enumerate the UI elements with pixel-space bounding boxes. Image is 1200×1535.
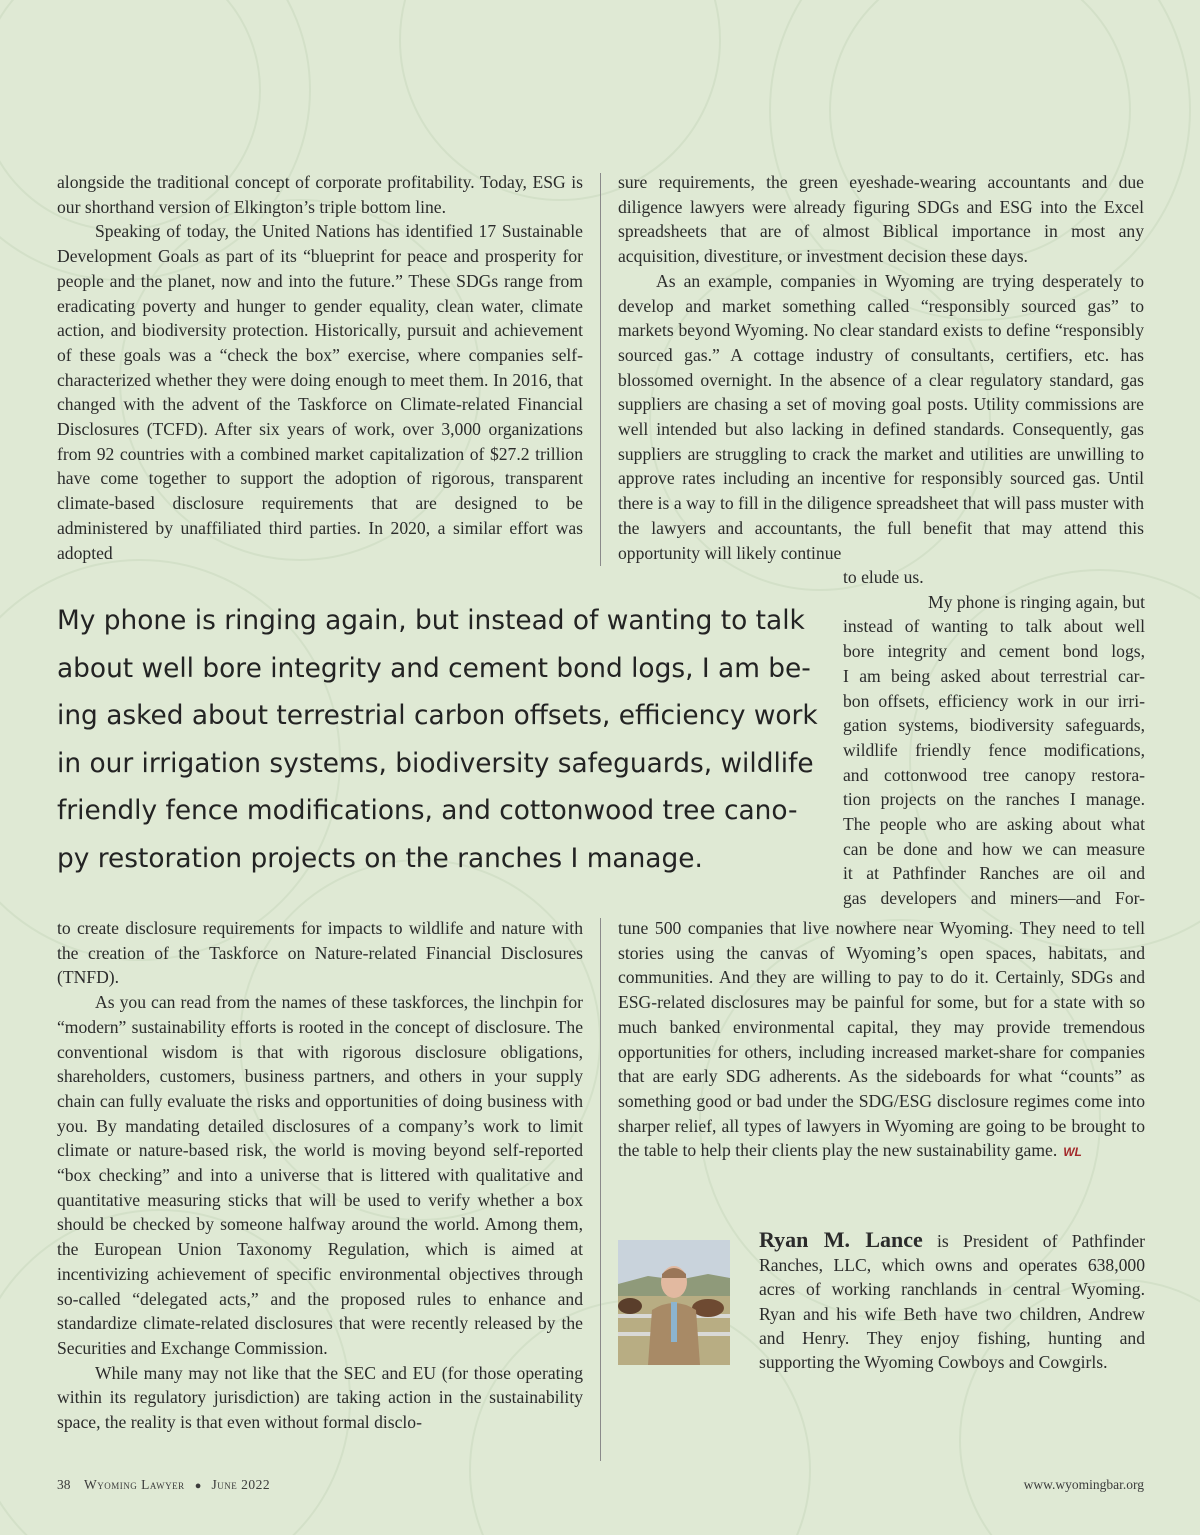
text-line: tion projects on the ranches I manage.	[843, 789, 1145, 810]
paragraph: alongside the traditional concept of corporate profitability. Today, ESG is our shorthand version of Elkington’s triple bottom line.	[57, 172, 583, 217]
author-name: Ryan M. Lance	[759, 1227, 923, 1252]
page-number: 38	[57, 1477, 71, 1492]
end-mark: WL	[1063, 1145, 1082, 1160]
pull-quote-line: My phone is ringing again, but instead of wanting to talk	[57, 605, 805, 636]
pull-quote-line: in our irrigation systems, biodiversity safeguards, wildlife	[57, 747, 814, 779]
bio-text: is President of Pathfinder Ranches, LLC, which owns and operates 638,000 acres of working ranchlands in central Wyoming. Ryan and his wife Beth have two children, Andrew and Henry. They enjoy fishing, hunting and supporting the Wyoming Cowboys and Cowgirls.	[759, 1231, 1145, 1373]
footer-left	[57, 1477, 270, 1493]
pull-quote-line: ing asked about terrestrial carbon offsets, efficiency work	[57, 700, 818, 731]
text-line: The people who are asking about what	[843, 814, 1145, 835]
text-line: gation systems, biodiversity safeguards,	[843, 715, 1145, 736]
column-2-top	[618, 170, 1144, 565]
text-line: I am being asked about terrestrial car-	[843, 665, 1145, 686]
paragraph: to create disclosure requirements for impacts to wildlife and nature with the creation of the Taskforce on Nature-related Financial Disclosures (TNFD).	[57, 918, 583, 988]
column-divider-top	[600, 173, 601, 566]
text-line: to elude us.	[843, 567, 924, 587]
text-line: bon offsets, efficiency work in our irri-	[843, 690, 1145, 711]
paragraph	[618, 916, 1145, 1165]
author-photo	[618, 1240, 730, 1365]
column-1-top	[57, 170, 583, 565]
column-2-bottom	[618, 916, 1145, 1165]
bullet-separator: ●	[194, 1480, 202, 1492]
paragraph: As you can read from the names of these taskforces, the linchpin for “modern” sustainability efforts is rooted in the concept of disclosure. The conventional wisdom is that with rigorous disclosure obligations, shareholders, customers, business partners, and others in your supply chain can fully evaluate the risks and opportunities of doing business with you. By mandating detailed disclosures of a company’s work to limit climate or nature-based risk, the world is moving beyond self-reported “box checking” and into a universe that is littered with qualitative and quantitative measuring sticks that will be used to verify whether a box should be checked by someone halfway around the world. Among them, the European Union Taxonomy Regulation, which is aimed at incentivizing achievement of specific environmental objectives through so-called “delegated acts,” and the proposed rules to enhance and standardize climate-related disclosures that were recently released by the Securities and Exchange Commission.	[57, 992, 583, 1358]
pull-quote-line: about well bore integrity and cement bond logs, I am be-	[57, 652, 811, 684]
issue-date: June 2022	[211, 1477, 271, 1492]
paragraph: sure requirements, the green eyeshade-wearing accountants and due diligence lawyers were already figuring SDGs and ESG into the Excel spreadsheets that are of almost Biblical importance in most any acquisition, divestiture, or investment decision these days.	[618, 172, 1144, 267]
text-line: it at Pathfinder Ranches are oil and	[843, 863, 1145, 884]
column-2-wrap	[843, 565, 1145, 911]
author-bio	[759, 1228, 1145, 1374]
text-line: My phone is ringing again, but	[928, 591, 1145, 612]
text-line: can be done and how we can measure	[843, 838, 1145, 859]
paragraph: While many may not like that the SEC and EU (for those operating within its regulatory jurisdiction) are taking action in the sustainability space, the reality is that even without formal disclo-	[57, 1362, 583, 1433]
magazine-title: Wyoming Lawyer	[84, 1477, 185, 1492]
pull-quote-line: py restoration projects on the ranches I manage.	[57, 842, 703, 874]
text-line: wildlife friendly fence modifications,	[843, 739, 1145, 760]
text-line: instead of wanting to talk about well	[843, 616, 1145, 637]
paragraph: Speaking of today, the United Nations has identified 17 Sustainable Development Goals as part of its “blueprint for peace and prosperity for people and the planet, now and into the future.” These SDGs range from eradicating poverty and hunger to gender equality, clean water, climate action, and biodiversity protection. Historically, pursuit and achievement of these goals was a “check the box” exercise, where companies self-characterized whether they were doing enough to meet them. In 2016, that changed with the advent of the Taskforce on Climate-related Financial Disclosures (TCFD). After six years of work, over 3,000 organizations from 92 countries with a combined market capitalization of $27.2 trillion have come together to support the adoption of rigorous, transparent climate-based disclosure requirements that are designed to be administered by unaffiliated third parties. In 2020, a similar effort was adopted	[57, 221, 583, 563]
bio-paragraph	[759, 1228, 1145, 1374]
column-1-bottom	[57, 916, 583, 1435]
text-line: bore integrity and cement bond logs,	[843, 641, 1145, 662]
pull-quote-line: friendly fence modifications, and cottonwood tree cano-	[57, 795, 798, 826]
column-divider-bottom	[600, 918, 601, 1461]
pull-quote	[57, 597, 825, 882]
text-line: gas developers and miners—and For-	[843, 888, 1145, 909]
paragraph-text: tune 500 companies that live nowhere near Wyoming. They need to tell stories using the canvas of Wyoming’s open spaces, habitats, and communities. And they are willing to pay to do it. Certainly, SDGs and ESG-related disclosures may be painful for some, but for a state with so much banked environmental capital, they may provide tremendous opportunities for others, including increased market-share for companies that are early SDG adherents. As the sideboards for what “counts” as something good or bad under the SDG/ESG disclosure regimes come into sharper relief, all types of lawyers in Wyoming are going to be brought to the table to help their clients play the new sustainability game.	[618, 918, 1145, 1161]
text-line: and cottonwood tree canopy restora-	[843, 764, 1145, 785]
footer-website: www.wyomingbar.org	[1023, 1477, 1144, 1492]
paragraph: As an example, companies in Wyoming are trying desperately to develop and market something called “responsibly sourced gas” to markets beyond Wyoming. No clear standard exists to define “responsibly sourced gas.” A cottage industry of consultants, certifiers, etc. has blossomed overnight. In the absence of a clear regulatory standard, gas suppliers are chasing a set of moving goal posts. Utility commissions are well intended but also lacking in defined standards. Consequently, gas suppliers are struggling to crack the market and utilities are unwilling to approve rates including an incentive for responsibly sourced gas. Until there is a way to fill in the diligence spreadsheet that will pass muster with the lawyers and accountants, the full benefit that may attend this opportunity will likely continue	[618, 270, 1144, 563]
